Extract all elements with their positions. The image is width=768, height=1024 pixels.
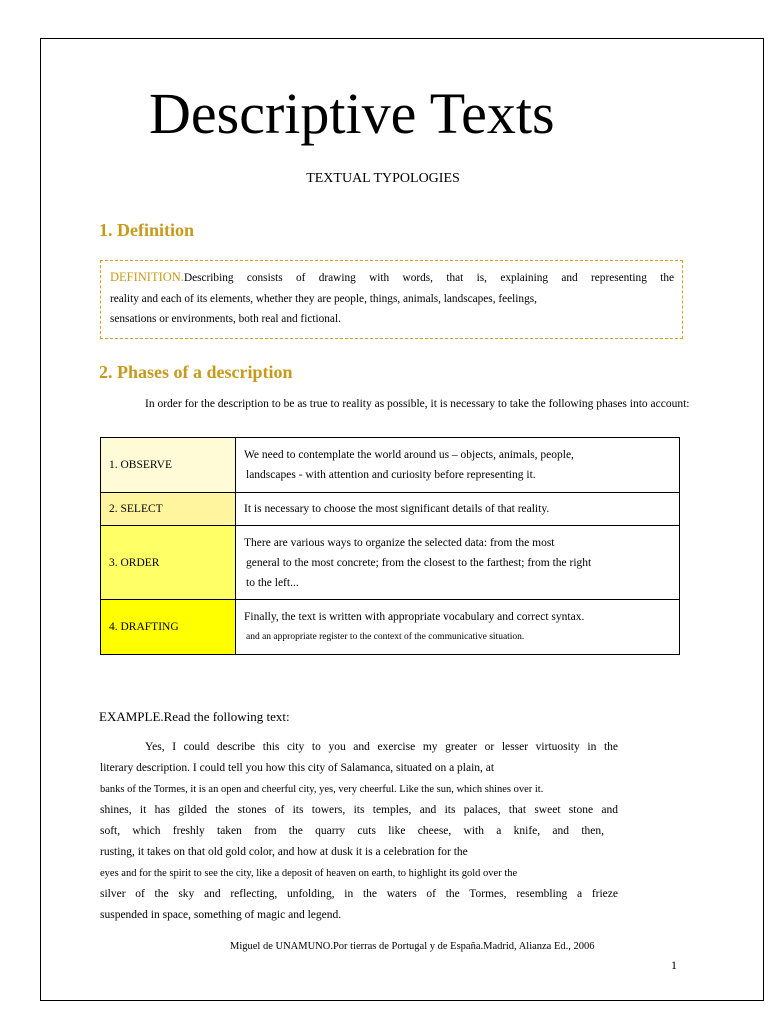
definition-line: sensations or environments, both real and fictional.	[110, 313, 341, 325]
example-line: silver of the sky and reflecting, unfolding, in the waters of the Tormes, resembling a frieze	[100, 888, 618, 900]
example-line: soft, which freshly taken from the quarry cuts like cheese, with a knife, and then,	[100, 825, 604, 837]
example-line: eyes and for the spirit to see the city, like a deposit of heaven on earth, to highlight its gold over the	[100, 868, 518, 879]
example-text	[100, 737, 618, 926]
example-line: banks of the Tormes, it is an open and cheerful city, yes, very cheerful. Like the sun, which shines over it.	[100, 784, 544, 795]
phase-description-cell: We need to contemplate the world around us – objects, animals, people, landscapes - with attention and curiosity before representing it.	[236, 438, 680, 493]
document-page	[40, 38, 764, 1001]
phase-description-cell: Finally, the text is written with appropriate vocabulary and correct syntax. and an appropriate register to the context of the communicative situation.	[236, 600, 680, 655]
phase-name-cell: 4. DRAFTING	[101, 600, 236, 655]
phases-intro: In order for the description to be as true to reality as possible, it is necessary to take the following phases into account:	[145, 398, 690, 410]
citation: Miguel de UNAMUNO.Por tierras de Portugal y de España.Madrid, Alianza Ed., 2006	[230, 941, 595, 952]
page-subtitle: TEXTUAL TYPOLOGIES	[306, 171, 460, 186]
phase-name-cell: 3. ORDER	[101, 526, 236, 600]
page-number: 1	[671, 958, 677, 972]
example-line: rusting, it takes on that old gold color, and how at dusk it is a celebration for the	[100, 846, 468, 858]
definition-line: DEFINITION.Describing consists of drawing with words, that is, explaining and representing the	[110, 270, 674, 284]
example-line: shines, it has gilded the stones of its towers, its temples, and its palaces, that sweet stone and	[100, 804, 618, 816]
example-line: literary description. I could tell you how this city of Salamanca, situated on a plain, at	[100, 762, 495, 774]
example-line: Yes, I could describe this city to you and exercise my greater or lesser virtuosity in the	[145, 741, 618, 753]
table-row	[101, 600, 680, 655]
definition-line: reality and each of its elements, whether they are people, things, animals, landscapes, feelings,	[110, 292, 537, 305]
phase-description-cell: There are various ways to organize the selected data: from the most general to the most concrete; from the closest to the farthest; from the right to the left...	[236, 526, 680, 600]
example-label: EXAMPLE.Read the following text:	[99, 709, 290, 724]
definition-label: DEFINITION.	[110, 270, 184, 284]
phase-name-cell: 1. OBSERVE	[101, 438, 236, 493]
phases-table	[100, 437, 680, 655]
section-heading-phases: 2. Phases of a description	[99, 362, 293, 382]
phase-name-cell: 2. SELECT	[101, 493, 236, 526]
example-line: suspended in space, something of magic and legend.	[100, 909, 342, 921]
definition-box	[100, 260, 683, 339]
phase-description-cell: It is necessary to choose the most significant details of that reality.	[236, 493, 680, 526]
table-row	[101, 438, 680, 493]
table-row	[101, 526, 680, 600]
page-title: Descriptive Texts	[149, 81, 555, 146]
section-heading-definition: 1. Definition	[99, 220, 195, 240]
table-row	[101, 493, 680, 526]
